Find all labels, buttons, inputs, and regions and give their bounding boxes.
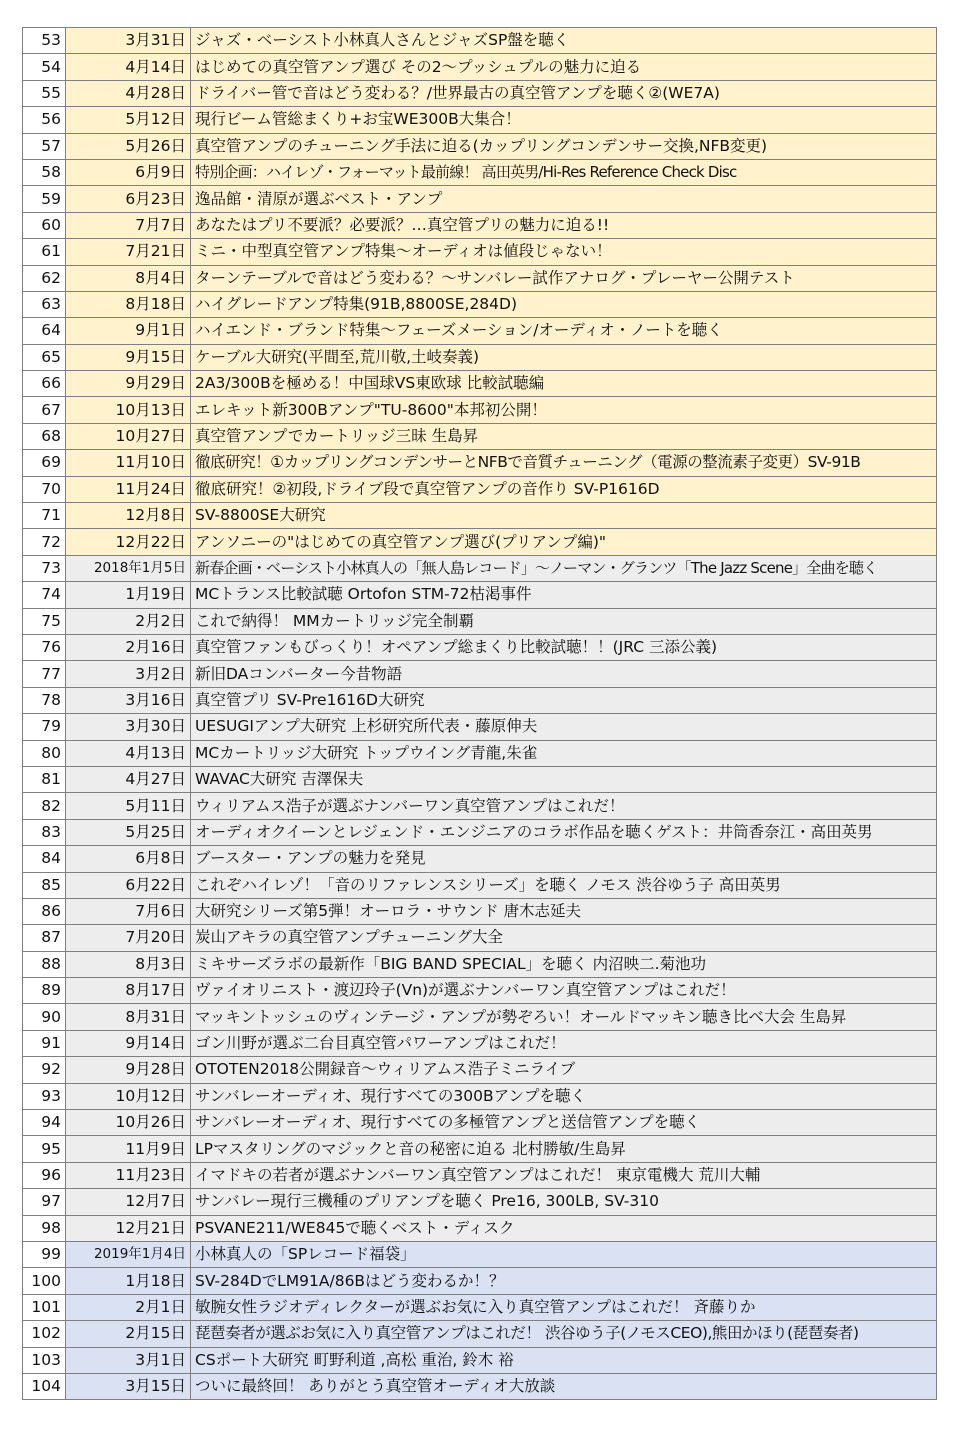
episode-number-cell: 94 bbox=[23, 1110, 66, 1136]
episode-title-cell: PSVANE211/WE845で聴くベスト・ディスク bbox=[191, 1215, 937, 1241]
broadcast-date-cell: 9月14日 bbox=[66, 1030, 191, 1056]
broadcast-date-cell: 5月25日 bbox=[66, 819, 191, 845]
table-row bbox=[23, 503, 937, 529]
table-row bbox=[23, 819, 937, 845]
episode-title-cell: ゴン川野が選ぶ二台目真空管パワーアンプはこれだ！ bbox=[191, 1030, 937, 1056]
broadcast-date-cell: 3月16日 bbox=[66, 687, 191, 713]
table-row bbox=[23, 397, 937, 423]
table-row bbox=[23, 371, 937, 397]
table-row bbox=[23, 661, 937, 687]
table-row bbox=[23, 1057, 937, 1083]
broadcast-date-cell: 12月8日 bbox=[66, 503, 191, 529]
episode-title-cell: アンソニーの"はじめての真空管アンプ選び(プリアンプ編)" bbox=[191, 529, 937, 555]
table-row bbox=[23, 186, 937, 212]
episode-number-cell: 73 bbox=[23, 555, 66, 581]
episode-title-cell: 敏腕女性ラジオディレクターが選ぶお気に入り真空管アンプはこれだ！ 斉藤りか bbox=[191, 1294, 937, 1320]
table-row bbox=[23, 1083, 937, 1109]
broadcast-date-cell: 7月21日 bbox=[66, 239, 191, 265]
episode-number-cell: 77 bbox=[23, 661, 66, 687]
episode-title-cell: ウィリアムス浩子が選ぶナンバーワン真空管アンプはこれだ！ bbox=[191, 793, 937, 819]
table-row bbox=[23, 529, 937, 555]
episode-title-cell: ケーブル大研究(平間至,荒川敬,土岐奏義) bbox=[191, 344, 937, 370]
broadcast-date-cell: 11月10日 bbox=[66, 450, 191, 476]
episode-number-cell: 93 bbox=[23, 1083, 66, 1109]
table-row bbox=[23, 476, 937, 502]
episode-title-cell: ミキサーズラボの最新作「BIG BAND SPECIAL」を聴く 内沼映二.菊池功 bbox=[191, 951, 937, 977]
episode-title-cell: 徹底研究！①カップリングコンデンサーとNFBで音質チューニング（電源の整流素子変更）SV-91B bbox=[191, 450, 937, 476]
episode-number-cell: 89 bbox=[23, 978, 66, 1004]
broadcast-date-cell: 9月29日 bbox=[66, 371, 191, 397]
table-row bbox=[23, 1189, 937, 1215]
episode-number-cell: 85 bbox=[23, 872, 66, 898]
table-row bbox=[23, 740, 937, 766]
episode-number-cell: 69 bbox=[23, 450, 66, 476]
episode-number-cell: 54 bbox=[23, 54, 66, 80]
broadcast-date-cell: 4月14日 bbox=[66, 54, 191, 80]
episode-number-cell: 67 bbox=[23, 397, 66, 423]
episode-title-cell: これで納得！ MMカートリッジ完全制覇 bbox=[191, 608, 937, 634]
episode-title-cell: ドライバー管で音はどう変わる？/世界最古の真空管アンプを聴く②(WE7A) bbox=[191, 80, 937, 106]
episode-number-cell: 70 bbox=[23, 476, 66, 502]
episode-number-cell: 62 bbox=[23, 265, 66, 291]
episode-title-cell: UESUGIアンプ大研究 上杉研究所代表・藤原伸夫 bbox=[191, 714, 937, 740]
episode-title-cell: 特別企画：ハイレゾ・フォーマット最前線！ 高田英男/Hi-Res Reference Check Disc bbox=[191, 159, 937, 185]
table-row bbox=[23, 951, 937, 977]
broadcast-date-cell: 5月11日 bbox=[66, 793, 191, 819]
episode-number-cell: 96 bbox=[23, 1162, 66, 1188]
episode-number-cell: 78 bbox=[23, 687, 66, 713]
episode-title-cell: CSポート大研究 町野利道 ,高松 重治, 鈴木 裕 bbox=[191, 1347, 937, 1373]
episode-number-cell: 66 bbox=[23, 371, 66, 397]
episode-number-cell: 55 bbox=[23, 80, 66, 106]
broadcast-date-cell: 1月19日 bbox=[66, 582, 191, 608]
table-row bbox=[23, 423, 937, 449]
episode-title-cell: 新旧DAコンバーター今昔物語 bbox=[191, 661, 937, 687]
episode-title-cell: 真空管プリ SV-Pre1616D大研究 bbox=[191, 687, 937, 713]
episode-number-cell: 53 bbox=[23, 28, 66, 54]
episode-number-cell: 87 bbox=[23, 925, 66, 951]
table-row bbox=[23, 265, 937, 291]
episode-title-cell: MCトランス比較試聴 Ortofon STM-72枯渇事件 bbox=[191, 582, 937, 608]
table-row bbox=[23, 925, 937, 951]
broadcast-date-cell: 11月23日 bbox=[66, 1162, 191, 1188]
table-row bbox=[23, 107, 937, 133]
episode-title-cell: あなたはプリ不要派？必要派？…真空管プリの魅力に迫る!! bbox=[191, 212, 937, 238]
broadcast-date-cell: 5月26日 bbox=[66, 133, 191, 159]
episode-number-cell: 56 bbox=[23, 107, 66, 133]
table-row bbox=[23, 634, 937, 660]
episode-number-cell: 57 bbox=[23, 133, 66, 159]
episode-number-cell: 60 bbox=[23, 212, 66, 238]
episode-title-cell: 炭山アキラの真空管アンプチューニング大全 bbox=[191, 925, 937, 951]
broadcast-date-cell: 7月7日 bbox=[66, 212, 191, 238]
table-row bbox=[23, 1030, 937, 1056]
table-row bbox=[23, 687, 937, 713]
episode-number-cell: 99 bbox=[23, 1241, 66, 1267]
episode-title-cell: ミニ・中型真空管アンプ特集〜オーディオは値段じゃない！ bbox=[191, 239, 937, 265]
broadcast-date-cell: 12月21日 bbox=[66, 1215, 191, 1241]
episode-number-cell: 79 bbox=[23, 714, 66, 740]
broadcast-date-cell: 8月31日 bbox=[66, 1004, 191, 1030]
broadcast-date-cell: 12月7日 bbox=[66, 1189, 191, 1215]
episode-title-cell: エレキット新300Bアンプ"TU-8600"本邦初公開！ bbox=[191, 397, 937, 423]
broadcast-date-cell: 12月22日 bbox=[66, 529, 191, 555]
table-row bbox=[23, 54, 937, 80]
broadcast-date-cell: 10月12日 bbox=[66, 1083, 191, 1109]
broadcast-date-cell: 10月13日 bbox=[66, 397, 191, 423]
episode-title-cell: 真空管アンプでカートリッジ三昧 生島昇 bbox=[191, 423, 937, 449]
episode-number-cell: 61 bbox=[23, 239, 66, 265]
broadcast-date-cell: 8月18日 bbox=[66, 291, 191, 317]
episode-number-cell: 65 bbox=[23, 344, 66, 370]
broadcast-date-cell: 6月8日 bbox=[66, 846, 191, 872]
episode-title-cell: サンバレーオーディオ、現行すべての300Bアンプを聴く bbox=[191, 1083, 937, 1109]
table-row bbox=[23, 318, 937, 344]
broadcast-date-cell: 6月23日 bbox=[66, 186, 191, 212]
broadcast-date-cell: 9月1日 bbox=[66, 318, 191, 344]
table-row bbox=[23, 714, 937, 740]
broadcast-date-cell: 4月13日 bbox=[66, 740, 191, 766]
broadcast-date-cell: 9月28日 bbox=[66, 1057, 191, 1083]
broadcast-date-cell: 8月4日 bbox=[66, 265, 191, 291]
broadcast-date-cell: 1月18日 bbox=[66, 1268, 191, 1294]
table-row bbox=[23, 1373, 937, 1399]
table-row bbox=[23, 1215, 937, 1241]
table-row bbox=[23, 846, 937, 872]
table-row bbox=[23, 1241, 937, 1267]
episode-title-cell: LPマスタリングのマジックと音の秘密に迫る 北村勝敏/生島昇 bbox=[191, 1136, 937, 1162]
table-row bbox=[23, 1110, 937, 1136]
episode-title-cell: ヴァイオリニスト・渡辺玲子(Vn)が選ぶナンバーワン真空管アンプはこれだ！ bbox=[191, 978, 937, 1004]
episode-title-cell: SV-8800SE大研究 bbox=[191, 503, 937, 529]
episode-number-cell: 88 bbox=[23, 951, 66, 977]
broadcast-date-cell: 10月26日 bbox=[66, 1110, 191, 1136]
episode-number-cell: 90 bbox=[23, 1004, 66, 1030]
table-row bbox=[23, 582, 937, 608]
episode-title-cell: はじめての真空管アンプ選び その2〜プッシュプルの魅力に迫る bbox=[191, 54, 937, 80]
episode-number-cell: 104 bbox=[23, 1373, 66, 1399]
broadcast-date-cell: 3月15日 bbox=[66, 1373, 191, 1399]
episode-number-cell: 64 bbox=[23, 318, 66, 344]
episode-title-cell: サンバレーオーディオ、現行すべての多極管アンプと送信管アンプを聴く bbox=[191, 1110, 937, 1136]
episode-number-cell: 72 bbox=[23, 529, 66, 555]
episode-number-cell: 71 bbox=[23, 503, 66, 529]
episode-title-cell: オーディオクイーンとレジェンド・エンジニアのコラボ作品を聴くゲスト：井筒香奈江・高田英男 bbox=[191, 819, 937, 845]
episode-number-cell: 80 bbox=[23, 740, 66, 766]
episode-title-cell: ジャズ・ベーシスト小林真人さんとジャズSP盤を聴く bbox=[191, 28, 937, 54]
episode-table bbox=[22, 27, 937, 1400]
episode-number-cell: 75 bbox=[23, 608, 66, 634]
episode-number-cell: 98 bbox=[23, 1215, 66, 1241]
broadcast-date-cell: 2月15日 bbox=[66, 1321, 191, 1347]
episode-title-cell: ついに最終回！ ありがとう真空管オーディオ大放談 bbox=[191, 1373, 937, 1399]
table-row bbox=[23, 1162, 937, 1188]
episode-title-cell: SV-284DでLM91A/86Bはどう変わるか！？ bbox=[191, 1268, 937, 1294]
episode-number-cell: 91 bbox=[23, 1030, 66, 1056]
table-row bbox=[23, 555, 937, 581]
episode-number-cell: 95 bbox=[23, 1136, 66, 1162]
table-row bbox=[23, 239, 937, 265]
episode-title-cell: 2A3/300Bを極める！中国球VS東欧球 比較試聴編 bbox=[191, 371, 937, 397]
episode-number-cell: 86 bbox=[23, 898, 66, 924]
table-row bbox=[23, 450, 937, 476]
episode-title-cell: ブースター・アンプの魅力を発見 bbox=[191, 846, 937, 872]
table-row bbox=[23, 80, 937, 106]
episode-number-cell: 81 bbox=[23, 766, 66, 792]
table-row bbox=[23, 133, 937, 159]
broadcast-date-cell: 11月9日 bbox=[66, 1136, 191, 1162]
episode-title-cell: 逸品館・清原が選ぶベスト・アンプ bbox=[191, 186, 937, 212]
broadcast-date-cell: 7月20日 bbox=[66, 925, 191, 951]
episode-number-cell: 82 bbox=[23, 793, 66, 819]
broadcast-date-cell: 10月27日 bbox=[66, 423, 191, 449]
episode-number-cell: 83 bbox=[23, 819, 66, 845]
broadcast-date-cell: 2月16日 bbox=[66, 634, 191, 660]
table-row bbox=[23, 1294, 937, 1320]
broadcast-date-cell: 2月1日 bbox=[66, 1294, 191, 1320]
episode-title-cell: ハイエンド・ブランド特集〜フェーズメーション/オーディオ・ノートを聴く bbox=[191, 318, 937, 344]
episode-number-cell: 97 bbox=[23, 1189, 66, 1215]
table-row bbox=[23, 28, 937, 54]
episode-number-cell: 59 bbox=[23, 186, 66, 212]
episode-number-cell: 102 bbox=[23, 1321, 66, 1347]
table-row bbox=[23, 978, 937, 1004]
table-row bbox=[23, 344, 937, 370]
episode-title-cell: 大研究シリーズ第5弾！オーロラ・サウンド 唐木志延夫 bbox=[191, 898, 937, 924]
broadcast-date-cell: 2月2日 bbox=[66, 608, 191, 634]
episode-title-cell: 小林真人の「SPレコード福袋」 bbox=[191, 1241, 937, 1267]
episode-title-cell: イマドキの若者が選ぶナンバーワン真空管アンプはこれだ！ 東京電機大 荒川大輔 bbox=[191, 1162, 937, 1188]
episode-title-cell: OTOTEN2018公開録音〜ウィリアムス浩子ミニライブ bbox=[191, 1057, 937, 1083]
broadcast-date-cell: 2019年1月4日 bbox=[66, 1241, 191, 1267]
broadcast-date-cell: 8月3日 bbox=[66, 951, 191, 977]
broadcast-date-cell: 4月28日 bbox=[66, 80, 191, 106]
table-row bbox=[23, 1004, 937, 1030]
broadcast-date-cell: 8月17日 bbox=[66, 978, 191, 1004]
episode-number-cell: 92 bbox=[23, 1057, 66, 1083]
episode-number-cell: 101 bbox=[23, 1294, 66, 1320]
episode-title-cell: ハイグレードアンプ特集(91B,8800SE,284D) bbox=[191, 291, 937, 317]
episode-number-cell: 84 bbox=[23, 846, 66, 872]
broadcast-date-cell: 9月15日 bbox=[66, 344, 191, 370]
table-row bbox=[23, 872, 937, 898]
episode-title-cell: MCカートリッジ大研究 トップウイング青龍,朱雀 bbox=[191, 740, 937, 766]
table-row bbox=[23, 159, 937, 185]
episode-number-cell: 68 bbox=[23, 423, 66, 449]
episode-title-cell: WAVAC大研究 吉澤保夫 bbox=[191, 766, 937, 792]
episode-number-cell: 103 bbox=[23, 1347, 66, 1373]
table-row bbox=[23, 766, 937, 792]
episode-title-cell: これぞハイレゾ！「音のリファレンスシリーズ」を聴く ノモス 渋谷ゆう子 高田英男 bbox=[191, 872, 937, 898]
broadcast-date-cell: 3月31日 bbox=[66, 28, 191, 54]
broadcast-date-cell: 6月22日 bbox=[66, 872, 191, 898]
table-row bbox=[23, 898, 937, 924]
episode-title-cell: 琵琶奏者が選ぶお気に入り真空管アンプはこれだ！ 渋谷ゆう子(ノモスCEO),熊田かほり(琵琶奏者) bbox=[191, 1321, 937, 1347]
episode-title-cell: 真空管アンプのチューニング手法に迫る(カップリングコンデンサー交換,NFB変更) bbox=[191, 133, 937, 159]
broadcast-date-cell: 3月30日 bbox=[66, 714, 191, 740]
episode-title-cell: 現行ビーム管総まくり+お宝WE300B大集合！ bbox=[191, 107, 937, 133]
table-row bbox=[23, 1136, 937, 1162]
episode-number-cell: 100 bbox=[23, 1268, 66, 1294]
table-row bbox=[23, 608, 937, 634]
broadcast-date-cell: 6月9日 bbox=[66, 159, 191, 185]
table-row bbox=[23, 291, 937, 317]
episode-number-cell: 63 bbox=[23, 291, 66, 317]
table-row bbox=[23, 1321, 937, 1347]
broadcast-date-cell: 3月2日 bbox=[66, 661, 191, 687]
broadcast-date-cell: 4月27日 bbox=[66, 766, 191, 792]
episode-title-cell: サンバレー現行三機種のプリアンプを聴く Pre16, 300LB, SV-310 bbox=[191, 1189, 937, 1215]
broadcast-date-cell: 7月6日 bbox=[66, 898, 191, 924]
episode-title-cell: 徹底研究！②初段,ドライブ段で真空管アンプの音作り SV-P1616D bbox=[191, 476, 937, 502]
table-row bbox=[23, 793, 937, 819]
broadcast-date-cell: 11月24日 bbox=[66, 476, 191, 502]
episode-table-body bbox=[23, 28, 937, 1400]
broadcast-date-cell: 3月1日 bbox=[66, 1347, 191, 1373]
table-row bbox=[23, 212, 937, 238]
episode-title-cell: 真空管ファンもびっくり！オペアンプ総まくり比較試聴！！(JRC 三添公義) bbox=[191, 634, 937, 660]
episode-number-cell: 58 bbox=[23, 159, 66, 185]
episode-title-cell: ターンテーブルで音はどう変わる？〜サンバレー試作アナログ・プレーヤー公開テスト bbox=[191, 265, 937, 291]
broadcast-date-cell: 2018年1月5日 bbox=[66, 555, 191, 581]
episode-title-cell: 新春企画・ベーシスト小林真人の「無人島レコード」〜ノーマン・グランツ「The Jazz Scene」全曲を聴く bbox=[191, 555, 937, 581]
table-row bbox=[23, 1347, 937, 1373]
episode-number-cell: 74 bbox=[23, 582, 66, 608]
episode-number-cell: 76 bbox=[23, 634, 66, 660]
broadcast-date-cell: 5月12日 bbox=[66, 107, 191, 133]
table-row bbox=[23, 1268, 937, 1294]
episode-title-cell: マッキントッシュのヴィンテージ・アンプが勢ぞろい！オールドマッキン聴き比べ大会 生島昇 bbox=[191, 1004, 937, 1030]
